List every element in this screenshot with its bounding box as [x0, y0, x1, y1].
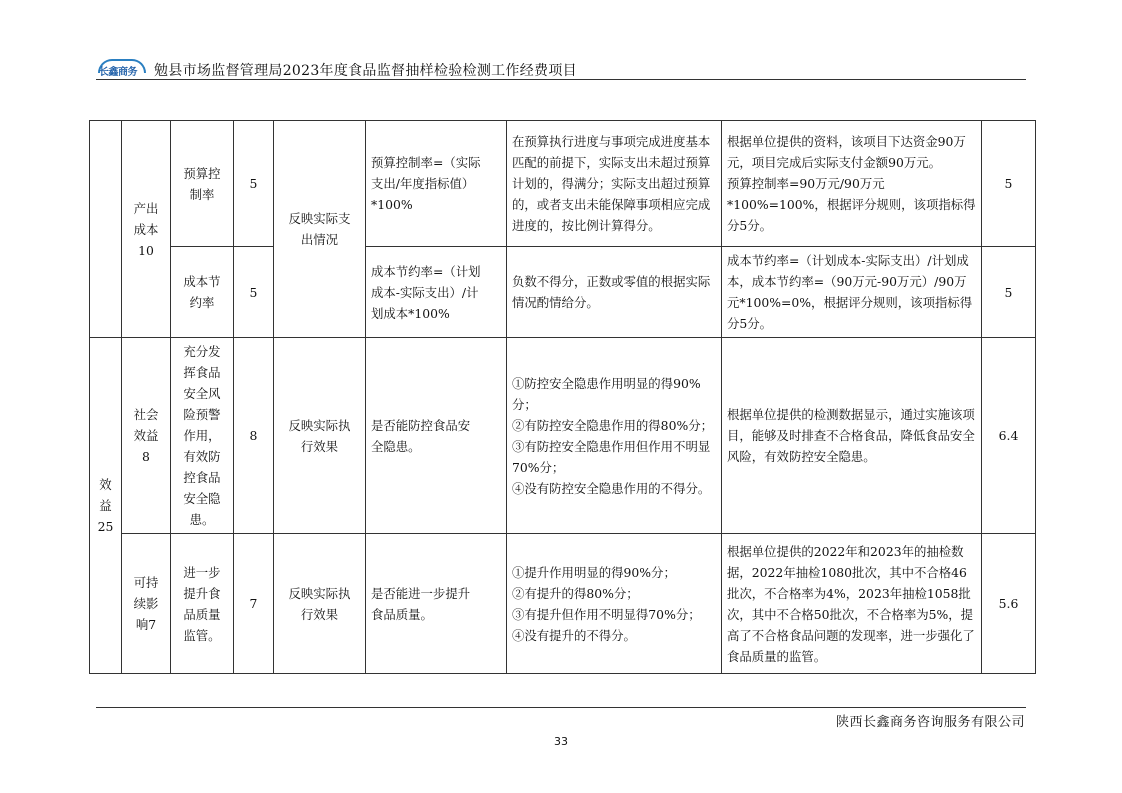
page-header: [96, 58, 1026, 80]
page-number: 33: [554, 735, 568, 748]
formula-cell: 成本节约率=（计划 成本-实际支出）/计 划成本*100%: [366, 247, 507, 338]
formula-cell: 是否能防控食品安 全隐患。: [366, 338, 507, 534]
score-cell: 5: [982, 247, 1036, 338]
secondary-indicator-cell: 社会 效益 8: [122, 338, 171, 534]
footer-divider: [96, 707, 1026, 708]
performance-evaluation-table: [89, 120, 1036, 674]
purpose-cell: 反映实际执 行效果: [274, 338, 366, 534]
formula-cell: 预算控制率=（实际 支出/年度指标值） *100%: [366, 121, 507, 247]
table-row: [90, 247, 1036, 338]
primary-indicator-cell: 效 益 25: [90, 338, 122, 674]
weight-cell: 8: [234, 338, 274, 534]
evidence-cell: 根据单位提供的检测数据显示，通过实施该项目，能够及时排查不合格食品，降低食品安全风险，有效防控安全隐患。: [722, 338, 982, 534]
secondary-indicator-cell: 可持 续影 响7: [122, 534, 171, 674]
secondary-indicator-cell: 产出 成本 10: [122, 121, 171, 338]
score-cell: 6.4: [982, 338, 1036, 534]
weight-cell: 5: [234, 247, 274, 338]
purpose-cell: 反映实际支 出情况: [274, 121, 366, 338]
table-row: [90, 338, 1036, 534]
primary-indicator-cell: [90, 121, 122, 338]
indicator-name-cell: 成本节 约率: [171, 247, 234, 338]
weight-cell: 7: [234, 534, 274, 674]
criteria-cell: 负数不得分，正数或零值的根据实际情况酌情给分。: [507, 247, 722, 338]
document-title: 勉县市场监督管理局2023年度食品监督抽样检验检测工作经费项目: [154, 63, 577, 79]
formula-cell: 是否能进一步提升 食品质量。: [366, 534, 507, 674]
evidence-cell: 根据单位提供的资料，该项目下达资金90万元，项目完成后实际支付金额90万元。 预算控制率=90万元/90万元*100%=100%，根据评分规则，该项指标得分5分。: [722, 121, 982, 247]
logo-text: 长鑫商务: [99, 67, 137, 78]
criteria-cell: ①提升作用明显的得90%分； ②有提升的得80%分； ③有提升但作用不明显得70%分； ④没有提升的不得分。: [507, 534, 722, 674]
table-row: [90, 121, 1036, 247]
indicator-name-cell: 充分发 挥食品 安全风 险预警 作用， 有效防 控食品 安全隐 患。: [171, 338, 234, 534]
header-divider: [96, 79, 1026, 80]
score-cell: 5.6: [982, 534, 1036, 674]
score-cell: 5: [982, 121, 1036, 247]
company-name: 陕西长鑫商务咨询服务有限公司: [835, 715, 1025, 730]
table-row: [90, 534, 1036, 674]
evidence-cell: 成本节约率=（计划成本-实际支出）/计划成本，成本节约率=（90万元-90万元）/90万元*100%=0%，根据评分规则，该项指标得分5分。: [722, 247, 982, 338]
indicator-name-cell: 预算控 制率: [171, 121, 234, 247]
company-logo: [96, 58, 148, 78]
purpose-cell: 反映实际执 行效果: [274, 534, 366, 674]
evidence-cell: 根据单位提供的2022年和2023年的抽检数据，2022年抽检1080批次，其中不合格46批次，不合格率为4%，2023年抽检1058批次，其中不合格50批次，不合格率为5%，提高了不合格食品问题的发现率，进一步强化了食品质量的监管。: [722, 534, 982, 674]
indicator-name-cell: 进一步 提升食 品质量 监管。: [171, 534, 234, 674]
weight-cell: 5: [234, 121, 274, 247]
criteria-cell: 在预算执行进度与事项完成进度基本匹配的前提下，实际支出未超过预算计划的，得满分；实际支出超过预算的，或者支出未能保障事项相应完成进度的，按比例计算得分。: [507, 121, 722, 247]
criteria-cell: ①防控安全隐患作用明显的得90%分； ②有防控安全隐患作用的得80%分； ③有防控安全隐患作用但作用不明显70%分； ④没有防控安全隐患作用的不得分。: [507, 338, 722, 534]
